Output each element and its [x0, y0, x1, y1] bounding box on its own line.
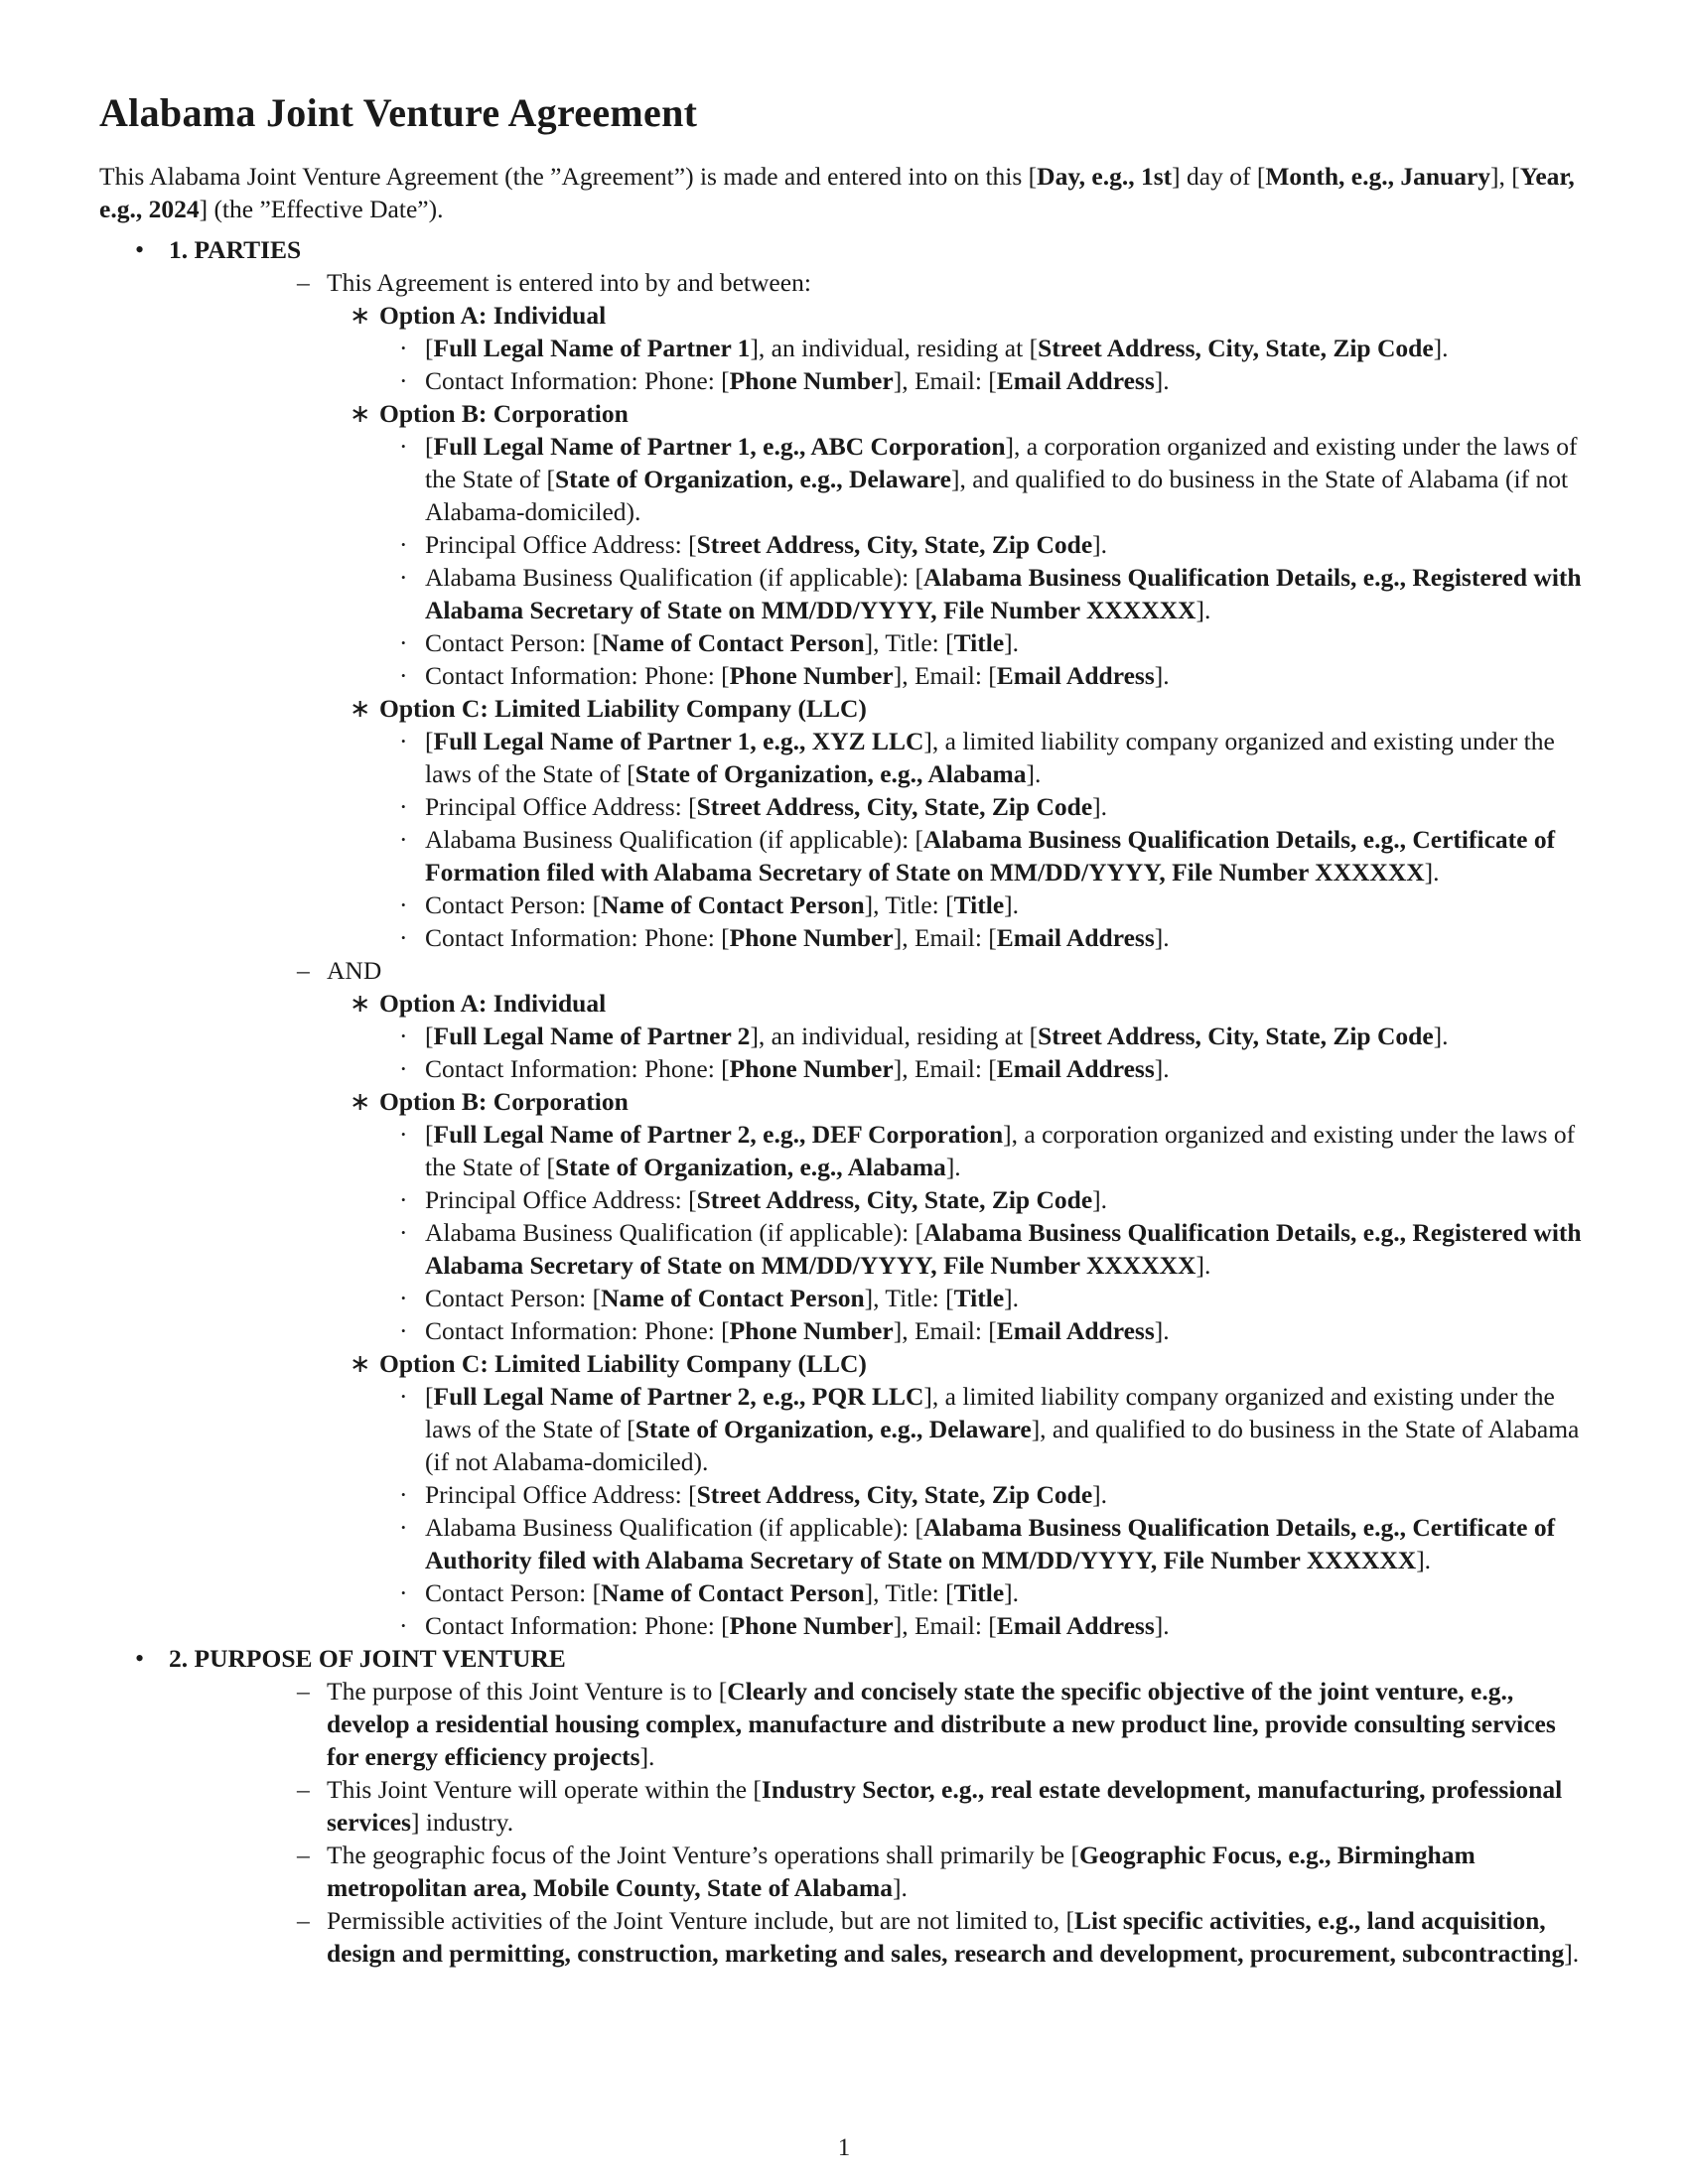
text-run: ], a corporation organized and existing under the laws of the State of [	[425, 1120, 1576, 1181]
bullet-marker: ·	[399, 1054, 408, 1083]
placeholder-field: Industry Sector, e.g., real estate development, manufacturing, professional services	[327, 1775, 1563, 1837]
text-run: [	[425, 1022, 434, 1050]
placeholder-field: List specific activities, e.g., land acquisition, design and permitting, construction, marketing and sales, research and development, procurement, subcontracting	[327, 1906, 1565, 1968]
text-run: ].	[1154, 366, 1170, 395]
bullet-marker: ·	[399, 1480, 408, 1509]
text-run: [	[425, 1382, 434, 1411]
text-run: ], [	[1490, 162, 1520, 191]
list-item	[99, 823, 1589, 888]
text-run: AND	[327, 956, 382, 985]
document-title: Alabama Joint Venture Agreement	[99, 90, 698, 135]
list-item	[99, 332, 1589, 364]
placeholder-field: Option A: Individual	[379, 989, 607, 1018]
bullet-marker: ·	[399, 366, 408, 395]
option-heading	[99, 692, 1589, 725]
text-run: ], and qualified to do business in the State of Alabama (if not Alabama-domiciled).	[425, 465, 1569, 526]
bullet-marker: ·	[399, 825, 408, 854]
bullet-marker: ∗	[350, 989, 371, 1018]
text-run: Contact Information: Phone: [	[425, 923, 730, 952]
placeholder-field: Street Address, City, State, Zip Code	[696, 792, 1093, 821]
bullet-marker: ·	[399, 1185, 408, 1214]
placeholder-field: Option C: Limited Liability Company (LLC)	[379, 1349, 867, 1378]
placeholder-field: Alabama Business Qualification Details, e.g., Registered with Alabama Secretary of State on MM/DD/YYYY, File Number XXXXXX	[425, 1218, 1582, 1280]
list-item	[99, 1904, 1589, 1970]
bullet-marker: ·	[399, 923, 408, 952]
bullet-marker: •	[135, 1644, 145, 1673]
placeholder-field: Full Legal Name of Partner 1, e.g., XYZ LLC	[433, 727, 924, 755]
list-item	[99, 1675, 1589, 1773]
bullet-marker: ·	[399, 334, 408, 362]
bullet-marker: ·	[399, 1316, 408, 1345]
bullet-marker: ·	[399, 628, 408, 657]
text-run: This Joint Venture will operate within the [	[327, 1775, 762, 1804]
text-run: ].	[1026, 759, 1042, 788]
bullet-marker: ∗	[350, 694, 371, 723]
list-item	[99, 561, 1589, 626]
text-run: Alabama Business Qualification (if applicable): [	[425, 825, 924, 854]
text-run: ].	[1433, 1022, 1449, 1050]
text-run: ], Title: [	[864, 890, 954, 919]
list-item	[99, 790, 1589, 823]
bullet-marker: ·	[399, 792, 408, 821]
bullet-marker: ∗	[350, 301, 371, 330]
text-run: ] (the ”Effective Date”).	[199, 195, 444, 223]
text-run: Contact Person: [	[425, 1284, 602, 1312]
list-item	[99, 725, 1589, 790]
section-heading	[99, 1642, 1589, 1675]
list-item	[99, 1020, 1589, 1052]
text-run: [	[425, 1120, 434, 1149]
placeholder-field: Street Address, City, State, Zip Code	[696, 530, 1093, 559]
list-item	[99, 626, 1589, 659]
placeholder-field: Full Legal Name of Partner 2	[433, 1022, 751, 1050]
text-run: ].	[1564, 1939, 1580, 1968]
placeholder-field: Title	[953, 1578, 1005, 1607]
placeholder-field: Phone Number	[729, 1316, 894, 1345]
text-run: Alabama Business Qualification (if applicable): [	[425, 1513, 924, 1542]
bullet-marker: ·	[399, 727, 408, 755]
placeholder-field: Clearly and concisely state the specific objective of the joint venture, e.g., develop a residential housing complex, manufacture and distribute a new product line, provide consulting services for energy efficiency projects	[327, 1677, 1556, 1771]
placeholder-field: Title	[953, 1284, 1005, 1312]
placeholder-field: Option C: Limited Liability Company (LLC)	[379, 694, 867, 723]
bullet-marker: ·	[399, 1022, 408, 1050]
list-item	[99, 528, 1589, 561]
placeholder-field: Day, e.g., 1st	[1037, 162, 1173, 191]
text-run: ], Title: [	[864, 628, 954, 657]
bullet-marker: ∗	[350, 1349, 371, 1378]
text-run: Alabama Business Qualification (if applicable): [	[425, 1218, 924, 1247]
placeholder-field: Name of Contact Person	[601, 890, 865, 919]
list-item	[99, 1839, 1589, 1904]
placeholder-field: Email Address	[996, 661, 1155, 690]
list-item	[99, 1118, 1589, 1183]
placeholder-field: Alabama Business Qualification Details, e.g., Certificate of Authority filed with Alabama Secretary of State on MM/DD/YYYY, File Number XXXXXX	[425, 1513, 1556, 1574]
bullet-marker: ·	[399, 1382, 408, 1411]
list-item	[99, 659, 1589, 692]
intro-paragraph	[99, 160, 1589, 225]
text-run: ], an individual, residing at [	[750, 334, 1039, 362]
bullet-marker: –	[297, 956, 310, 985]
placeholder-field: Full Legal Name of Partner 2, e.g., PQR LLC	[433, 1382, 924, 1411]
placeholder-field: State of Organization, e.g., Delaware	[634, 1415, 1032, 1443]
bullet-marker: –	[297, 1775, 310, 1804]
list-item	[99, 430, 1589, 528]
list-item	[99, 1183, 1589, 1216]
text-run: ], an individual, residing at [	[750, 1022, 1039, 1050]
placeholder-field: Email Address	[996, 1611, 1155, 1640]
text-run: ] day of [	[1172, 162, 1266, 191]
bullet-marker: ·	[399, 432, 408, 461]
bullet-marker: ·	[399, 563, 408, 592]
placeholder-field: Title	[953, 628, 1005, 657]
text-run: The purpose of this Joint Venture is to [	[327, 1677, 728, 1706]
text-run: Principal Office Address: [	[425, 792, 697, 821]
list-item	[99, 1511, 1589, 1576]
text-run: ].	[1154, 923, 1170, 952]
bullet-marker: ·	[399, 1120, 408, 1149]
text-run: ], Title: [	[864, 1578, 954, 1607]
text-run: ].	[1004, 1578, 1020, 1607]
placeholder-field: Alabama Business Qualification Details, e.g., Registered with Alabama Secretary of State on MM/DD/YYYY, File Number XXXXXX	[425, 563, 1582, 624]
text-run: ].	[892, 1873, 908, 1902]
placeholder-field: Email Address	[996, 1054, 1155, 1083]
text-run: ].	[1154, 1611, 1170, 1640]
bullet-marker: ∗	[350, 399, 371, 428]
placeholder-field: Name of Contact Person	[601, 1284, 865, 1312]
text-run: Contact Information: Phone: [	[425, 661, 730, 690]
placeholder-field: Month, e.g., January	[1265, 162, 1491, 191]
text-run: ], Email: [	[893, 923, 997, 952]
placeholder-field: Phone Number	[729, 661, 894, 690]
placeholder-field: Email Address	[996, 923, 1155, 952]
text-run: Contact Information: Phone: [	[425, 1054, 730, 1083]
option-heading	[99, 987, 1589, 1020]
list-item	[99, 364, 1589, 397]
list-item	[99, 1576, 1589, 1609]
page-number: 1	[837, 2134, 851, 2161]
text-run: The geographic focus of the Joint Venture’s operations shall primarily be [	[327, 1841, 1079, 1869]
text-run: ], Email: [	[893, 366, 997, 395]
list-item	[99, 1609, 1589, 1642]
option-heading	[99, 1347, 1589, 1380]
placeholder-field: Street Address, City, State, Zip Code	[696, 1185, 1093, 1214]
bullet-marker: ∗	[350, 1087, 371, 1116]
text-run: ].	[1424, 858, 1440, 887]
text-run: ].	[1154, 1054, 1170, 1083]
placeholder-field: 1. PARTIES	[169, 235, 302, 264]
text-run: This Agreement is entered into by and between:	[327, 268, 811, 297]
section-heading	[99, 233, 1589, 266]
bullet-marker: ·	[399, 890, 408, 919]
text-run: ], Email: [	[893, 1054, 997, 1083]
text-run: Contact Person: [	[425, 1578, 602, 1607]
bullet-marker: –	[297, 268, 310, 297]
clause-list	[99, 233, 1589, 1970]
text-run: Contact Information: Phone: [	[425, 1611, 730, 1640]
text-run: [	[425, 432, 434, 461]
list-item	[99, 1282, 1589, 1314]
placeholder-field: Alabama Business Qualification Details, e.g., Certificate of Formation filed with Alabama Secretary of State on MM/DD/YYYY, File Number XXXXXX	[425, 825, 1556, 887]
text-run: ], Title: [	[864, 1284, 954, 1312]
option-heading	[99, 397, 1589, 430]
bullet-marker: ·	[399, 1284, 408, 1312]
bullet-marker: ·	[399, 661, 408, 690]
placeholder-field: 2. PURPOSE OF JOINT VENTURE	[169, 1644, 566, 1673]
text-run: ].	[1433, 334, 1449, 362]
list-item	[99, 1052, 1589, 1085]
placeholder-field: Option B: Corporation	[379, 1087, 629, 1116]
text-run: [	[425, 334, 434, 362]
text-run: ].	[1092, 1480, 1108, 1509]
list-item	[99, 954, 1589, 987]
placeholder-field: Name of Contact Person	[601, 628, 865, 657]
bullet-marker: ·	[399, 530, 408, 559]
placeholder-field: Email Address	[996, 1316, 1155, 1345]
bullet-marker: –	[297, 1677, 310, 1706]
text-run: Principal Office Address: [	[425, 1185, 697, 1214]
placeholder-field: Full Legal Name of Partner 1	[433, 334, 751, 362]
text-run: ].	[1154, 661, 1170, 690]
text-run: ].	[1416, 1546, 1432, 1574]
text-run: ].	[1004, 1284, 1020, 1312]
placeholder-field: State of Organization, e.g., Alabama	[555, 1153, 946, 1181]
text-run: ].	[1092, 1185, 1108, 1214]
list-item	[99, 1773, 1589, 1839]
text-run: ], Email: [	[893, 1611, 997, 1640]
text-run: ], Email: [	[893, 661, 997, 690]
text-run: ] industry.	[410, 1808, 514, 1837]
text-run: ].	[1092, 792, 1108, 821]
bullet-marker: ·	[399, 1218, 408, 1247]
text-run: Contact Information: Phone: [	[425, 1316, 730, 1345]
placeholder-field: Phone Number	[729, 1611, 894, 1640]
text-run: This Alabama Joint Venture Agreement (the ”Agreement”) is made and entered into on this [	[99, 162, 1038, 191]
placeholder-field: Phone Number	[729, 366, 894, 395]
text-run: ], a corporation organized and existing under the laws of the State of [	[425, 432, 1578, 493]
text-run: ], Email: [	[893, 1316, 997, 1345]
text-run: Principal Office Address: [	[425, 530, 697, 559]
placeholder-field: Street Address, City, State, Zip Code	[696, 1480, 1093, 1509]
text-run: Contact Person: [	[425, 890, 602, 919]
list-item	[99, 1478, 1589, 1511]
placeholder-field: Street Address, City, State, Zip Code	[1038, 334, 1434, 362]
text-run: ].	[1196, 1251, 1211, 1280]
placeholder-field: Option B: Corporation	[379, 399, 629, 428]
placeholder-field: Phone Number	[729, 1054, 894, 1083]
list-item	[99, 266, 1589, 299]
placeholder-field: Full Legal Name of Partner 2, e.g., DEF Corporation	[433, 1120, 1004, 1149]
list-item	[99, 921, 1589, 954]
text-run: ].	[1154, 1316, 1170, 1345]
placeholder-field: Option A: Individual	[379, 301, 607, 330]
bullet-marker: –	[297, 1906, 310, 1935]
text-run: Contact Information: Phone: [	[425, 366, 730, 395]
text-run: ], a limited liability company organized and existing under the laws of the State of [	[425, 1382, 1555, 1443]
text-run: Permissible activities of the Joint Venture include, but are not limited to, [	[327, 1906, 1075, 1935]
text-run: Alabama Business Qualification (if applicable): [	[425, 563, 924, 592]
placeholder-field: Street Address, City, State, Zip Code	[1038, 1022, 1434, 1050]
list-item	[99, 1380, 1589, 1478]
bullet-marker: •	[135, 235, 145, 264]
text-run: ].	[1092, 530, 1108, 559]
bullet-marker: ·	[399, 1513, 408, 1542]
list-item	[99, 1314, 1589, 1347]
text-run: ].	[1004, 890, 1020, 919]
list-item	[99, 888, 1589, 921]
option-heading	[99, 299, 1589, 332]
text-run: Principal Office Address: [	[425, 1480, 697, 1509]
bullet-marker: ·	[399, 1578, 408, 1607]
placeholder-field: Email Address	[996, 366, 1155, 395]
placeholder-field: Year, e.g., 2024	[99, 162, 1575, 223]
placeholder-field: Title	[953, 890, 1005, 919]
placeholder-field: Geographic Focus, e.g., Birmingham metropolitan area, Mobile County, State of Alabama	[327, 1841, 1476, 1902]
list-item	[99, 1216, 1589, 1282]
option-heading	[99, 1085, 1589, 1118]
text-run: ], a limited liability company organized and existing under the laws of the State of [	[425, 727, 1555, 788]
placeholder-field: Full Legal Name of Partner 1, e.g., ABC Corporation	[433, 432, 1006, 461]
placeholder-field: State of Organization, e.g., Delaware	[555, 465, 951, 493]
bullet-marker: –	[297, 1841, 310, 1869]
text-run: ].	[639, 1742, 655, 1771]
text-run: [	[425, 727, 434, 755]
placeholder-field: State of Organization, e.g., Alabama	[634, 759, 1027, 788]
document-page	[99, 89, 1589, 1970]
text-run: ].	[945, 1153, 961, 1181]
bullet-marker: ·	[399, 1611, 408, 1640]
text-run: ], and qualified to do business in the State of Alabama (if not Alabama-domiciled).	[425, 1415, 1580, 1476]
placeholder-field: Phone Number	[729, 923, 894, 952]
text-run: Contact Person: [	[425, 628, 602, 657]
text-run: ].	[1004, 628, 1020, 657]
text-run: ].	[1196, 596, 1211, 624]
placeholder-field: Name of Contact Person	[601, 1578, 865, 1607]
